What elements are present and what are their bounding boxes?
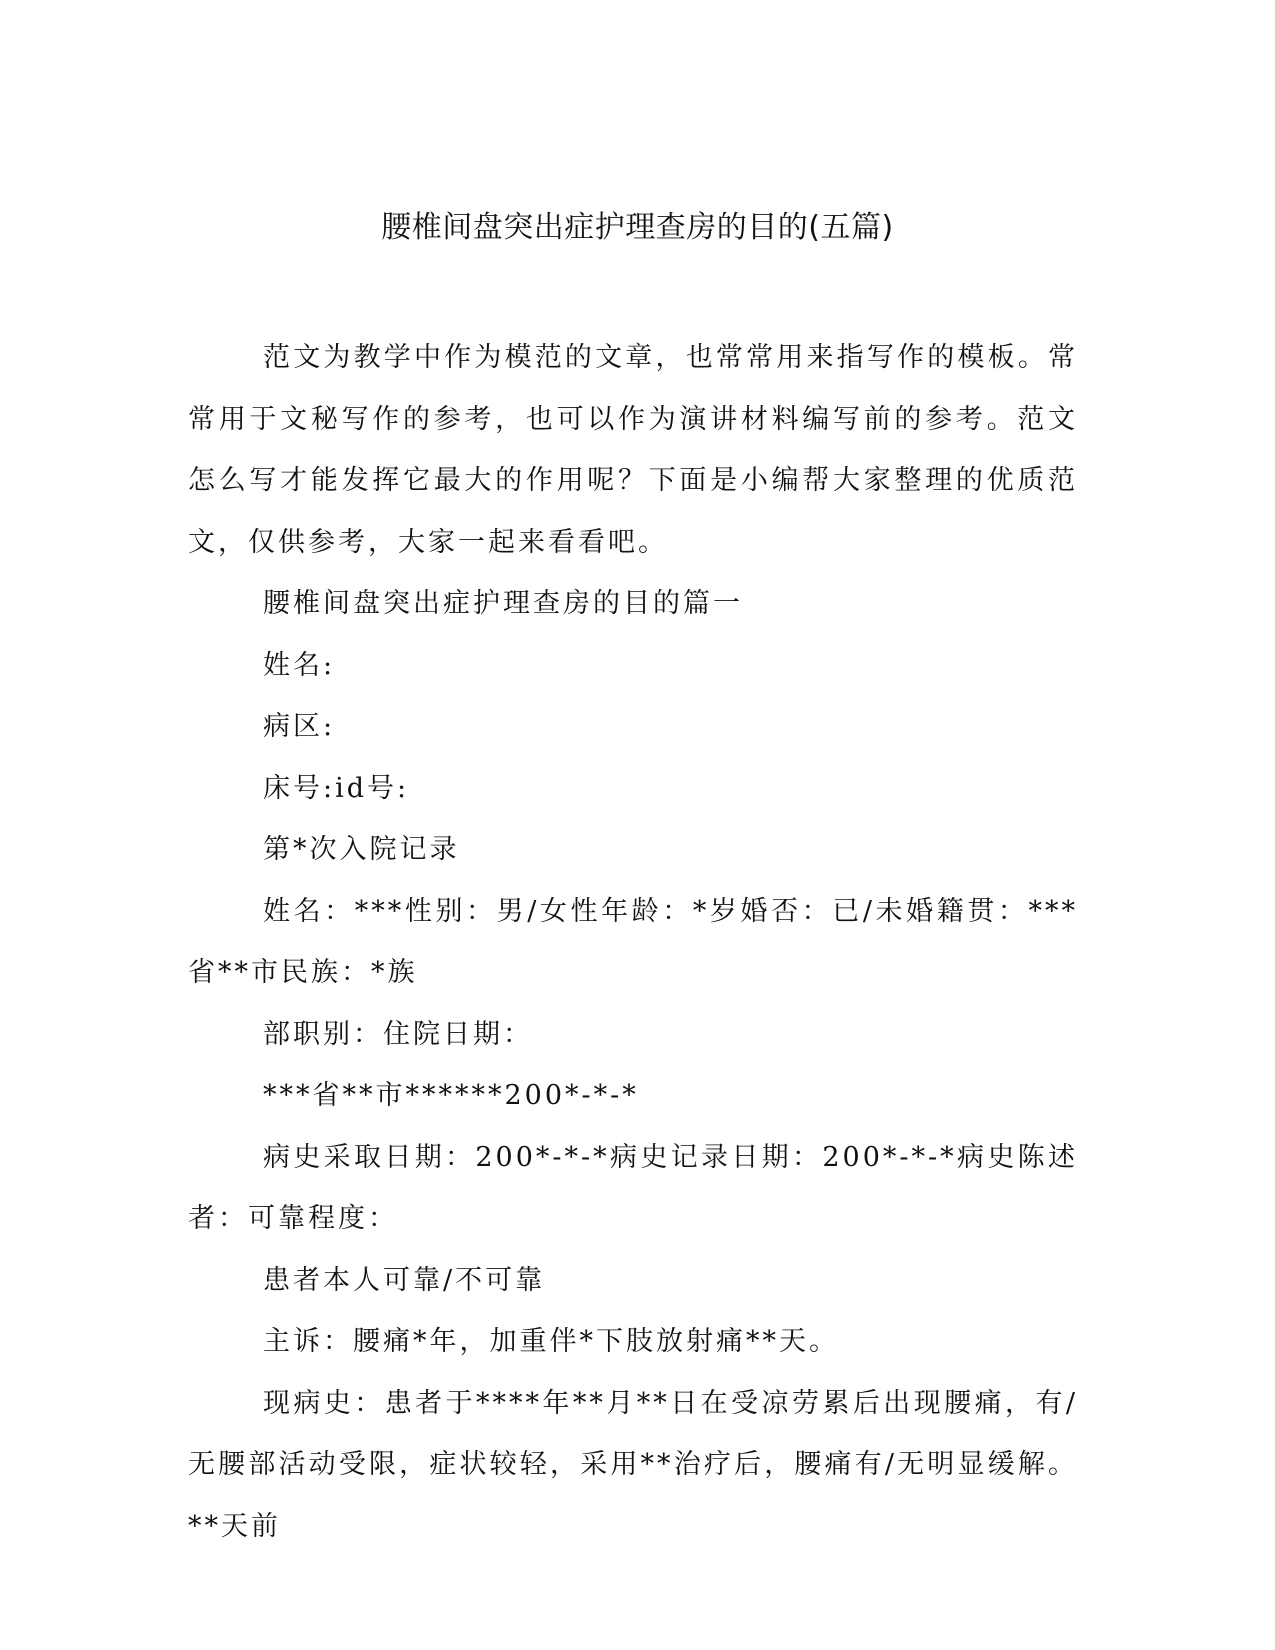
admission-record-heading: 第*次入院记录 bbox=[263, 834, 460, 865]
paragraph-intro: 范文为教学中作为模范的文章，也常常用来指写作的模板。常常用于文秘写作的参考，也可以作为演讲材料编写前的参考。范文怎么写才能发挥它最大的作用呢？下面是小编帮大家整理的优质范文，仅供参考，大家一起来看看吧。 bbox=[188, 342, 1078, 558]
field-name: 姓名: bbox=[263, 649, 336, 681]
patient-info: 姓名：***性别：男/女性年龄：*岁婚否：已/未婚籍贯：***省**市民族：*族 bbox=[188, 895, 1078, 988]
present-illness: 现病史：患者于****年**月**日在受凉劳累后出现腰痛，有/无腰部活动受限，症状较轻，采用**治疗后，腰痛有/无明显缓解。**天前 bbox=[188, 1387, 1078, 1542]
reliability: 患者本人可靠/不可靠 bbox=[263, 1264, 546, 1296]
chief-complaint: 主诉：腰痛*年，加重伴*下肢放射痛**天。 bbox=[263, 1326, 839, 1357]
field-bed-id: 床号:id号: bbox=[263, 772, 410, 804]
department-admission-date: 部职别：住院日期： bbox=[263, 1018, 533, 1050]
document-title: 腰椎间盘突出症护理查房的目的(五篇) bbox=[381, 210, 894, 245]
address-date: ***省**市******200*-*-* bbox=[263, 1080, 639, 1111]
field-ward: 病区: bbox=[263, 711, 336, 742]
history-dates: 病史采取日期：200*-*-*病史记录日期：200*-*-*病史陈述者：可靠程度： bbox=[188, 1141, 1078, 1234]
document-body bbox=[188, 327, 1078, 1557]
section-heading: 腰椎间盘突出症护理查房的目的篇一 bbox=[263, 588, 743, 619]
